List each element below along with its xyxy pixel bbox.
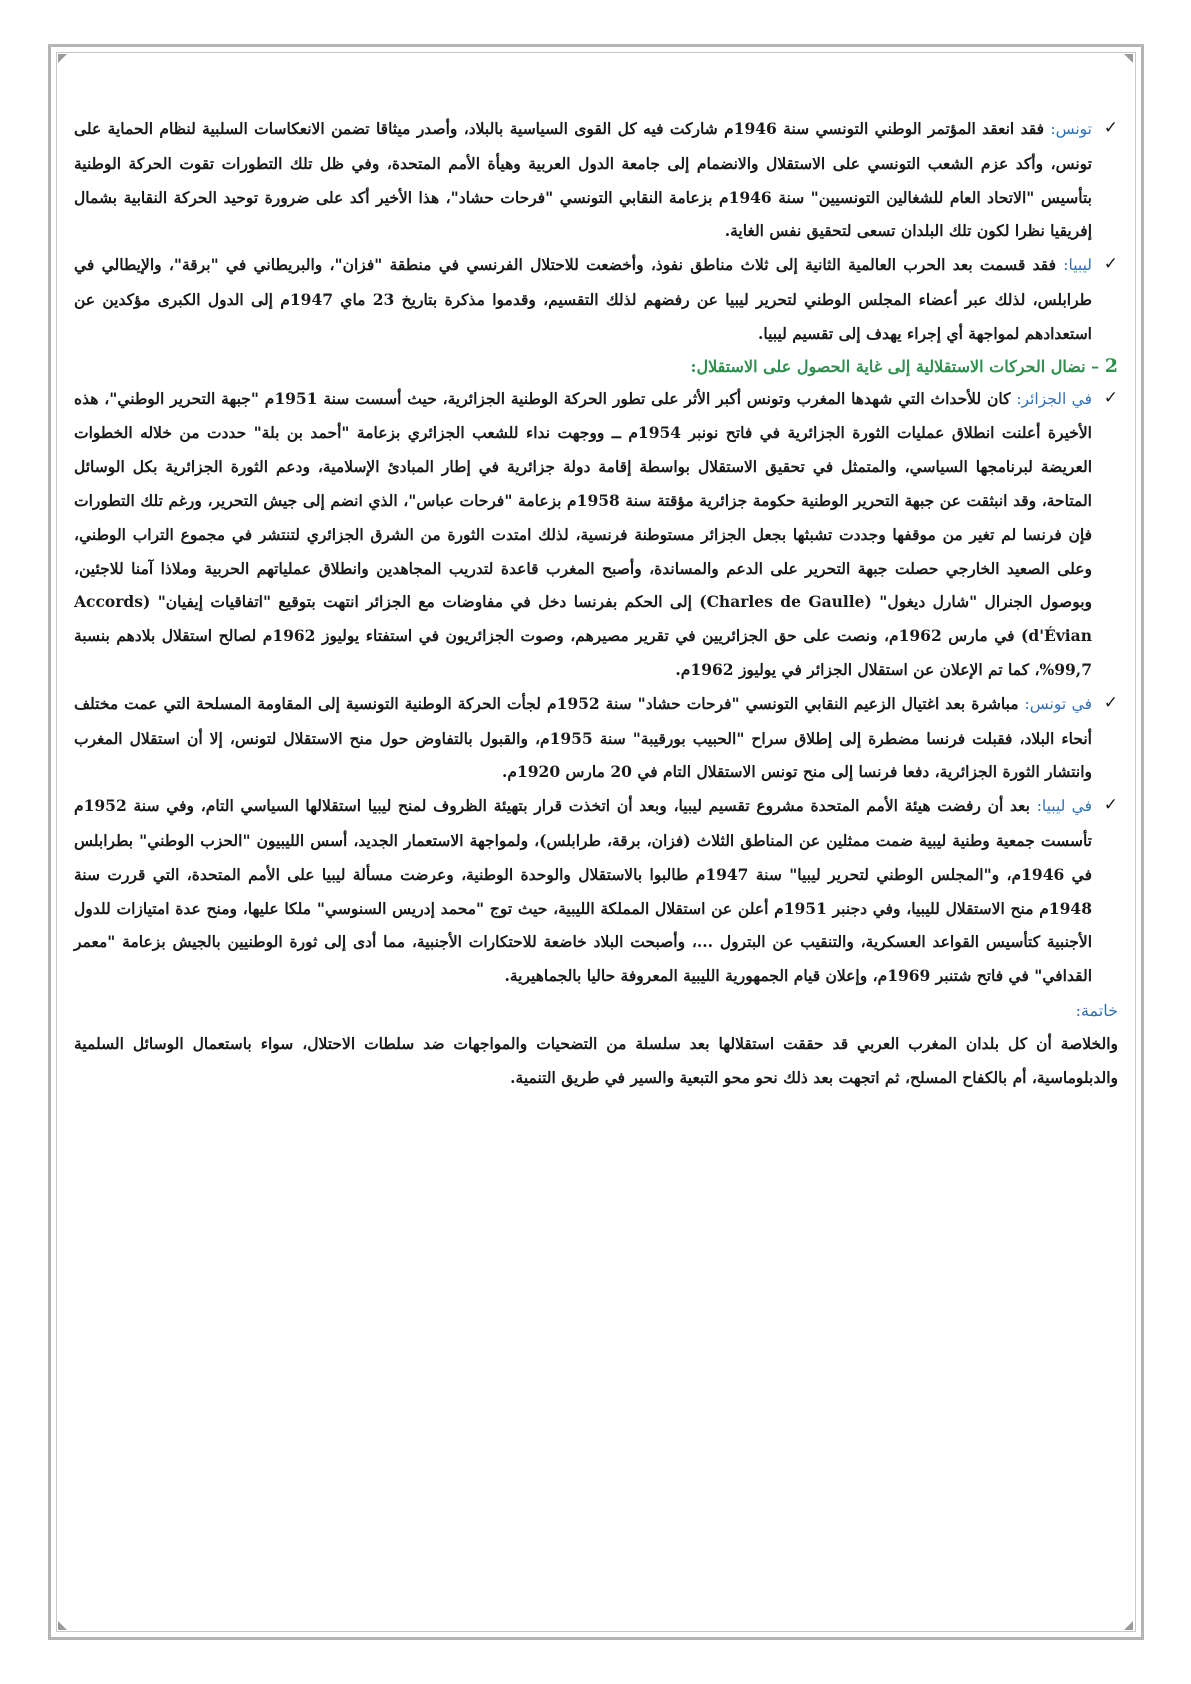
corner-ornament-bottom-left bbox=[58, 1621, 67, 1630]
item-text: مباشرة بعد اغتيال الزعيم النقابي التونسي "فرحات حشاد" سنة 1952م لجأت الحركة الوطنية التونسية إلى المقاومة المسلحة التي عمت مختلف أنحاء البلاد، فقبلت فرنسا مضطرة إلى إطلاق سراح "الحبيب بورقيبة" سنة 1955م، والقبول بالتفاوض حول منح الاستقلال لتونس، إلا أن استقلال المغرب وانتشار الثورة الجزائرية، دفعا فرنسا إلى منح تونس الاستقلال التام في 20 مارس 1920م. bbox=[74, 693, 1092, 782]
item-text: بعد أن رفضت هيئة الأمم المتحدة مشروع تقسيم ليبيا، وبعد أن اتخذت قرار بتهيئة الظروف لمنح ليبيا استقلالها السياسي التام، وفي سنة 1952م تأسست جمعية وطنية ليبية ضمت ممثلين عن المناطق الثلاث (فزان، برقة، طرابلس)، ولمواجهة الاستعمار الجديد، أسس الليبيون "الحزب الوطني" بطرابلس في 1946م، و"المجلس الوطني لتحرير ليبيا" سنة 1947م طالبوا بالاستقلال والوحدة الوطنية، وعرضت مسألة ليبيا على الأمم المتحدة، التي قررت سنة 1948م منح الاستقلال لليبيا، وفي دجنبر 1951م أعلن عن استقلال المملكة الليبية، حيث توج "محمد إدريس السنوسي" ملكا عليها، ومنح عدة امتيازات للدول الأجنبية كتأسيس القواعد العسكرية، والتنقيب عن البترول ...، وأصبحت البلاد خاضعة للاحتكارات الأجنبية، مما أدى إلى ثورة الوطنيين بالجيش بزعامة "معمر القدافي" في فاتح شتنبر 1969م، وإعلان قيام الجمهورية الليبية المعروفة حاليا بالجماهيرية. bbox=[74, 796, 1092, 986]
conclusion-title: خاتمة: bbox=[1075, 1000, 1118, 1020]
list-item-libya bbox=[74, 248, 1118, 350]
list-item-libya-independence bbox=[74, 789, 1118, 993]
section-title: – نضال الحركات الاستقلالية إلى غاية الحصول على الاستقلال: bbox=[690, 356, 1100, 376]
corner-ornament-top-right bbox=[1124, 54, 1133, 63]
item-country: في تونس: bbox=[1024, 694, 1092, 713]
corner-ornament-bottom-right bbox=[1124, 1621, 1133, 1630]
item-text: فقد قسمت بعد الحرب العالمية الثانية إلى ثلاث مناطق نفوذ، وأخضعت للاحتلال الفرنسي في منطقة "فزان"، والبريطاني في "برقة"، والإيطالي في طرابلس، لذلك عبر أعضاء المجلس الوطني لتحرير ليبيا عن رفضهم لذلك التقسيم، وقدموا مذكرة بتاريخ 23 ماي 1947م إلى الدول الكبرى مؤكدين عن استعدادهم لمواجهة أي إجراء يهدف إلى تقسيم ليبيا. bbox=[74, 255, 1092, 343]
section-heading bbox=[74, 351, 1118, 382]
list-item-tunisia-independence bbox=[74, 687, 1118, 789]
checkmark-icon: ✓ bbox=[1103, 692, 1118, 713]
checkmark-icon: ✓ bbox=[1103, 254, 1118, 275]
item-country: تونس: bbox=[1050, 120, 1092, 138]
item-text: كان للأحداث التي شهدها المغرب وتونس أكبر الأثر على تطور الحركة الوطنية الجزائرية، حيث أسست سنة 1951م "جبهة التحرير الوطني"، هذه الأخيرة أعلنت انطلاق عمليات الثورة الجزائرية في فاتح نونبر 1954م ــ ووجهت نداء للشعب الجزائري بزعامة "أحمد بن بلة" حددت من خلاله الخطوات العريضة لبرنامجها السياسي، والمتمثل في تحقيق الاستقلال بواسطة إقامة دولة جزائرية في إطار المبادئ الإسلامية، ودعم الثورة الجزائرية بكل الوسائل المتاحة، وقد انبثقت عن جبهة التحرير الوطنية حكومة جزائرية مؤقتة سنة 1958م بزعامة "فرحات عباس"، الذي انضم إلى جيش التحرير، ورغم تلك التطورات فإن فرنسا لم تغير من موقفها وجددت تشبثها بجعل الجزائر مستوطنة فرنسية، لذلك امتدت الثورة من الشرق الجزائري لتنتشر في مجموع التراب الوطني، وعلى الصعيد الخارجي حصلت جبهة التحرير على الدعم والمساندة، وأصبح المغرب قاعدة لتدريب المجاهدين وانطلاق عملياتهم الحربية وملاذا آمنا للاجئين، وبوصول الجنرال "شارل ديغول" (Charles de Gaulle) إلى الحكم بفرنسا دخل في مفاوضات مع الجزائر انتهت بتوقيع "اتفاقيات إيفيان" (Accords d'Évian) في مارس 1962م، ونصت على حق الجزائريين في تقرير مصيرهم، وصوت الجزائريون في استفتاء يوليوز 1962م لصالح استقلال بلادهم بنسبة 99,7%، كما تم الإعلان عن استقلال الجزائر في يوليوز 1962م. bbox=[74, 388, 1092, 679]
item-country: ليبيا: bbox=[1063, 256, 1092, 275]
checkmark-icon: ✓ bbox=[1103, 118, 1118, 138]
item-country: في الجزائر: bbox=[1016, 389, 1092, 408]
item-text: فقد انعقد المؤتمر الوطني التونسي سنة 1946م شاركت فيه كل القوى السياسية بالبلاد، وأصدر ميثاقا تضمن الانعكاسات السلبية لنظام الحماية على تونس، وأكد عزم الشعب التونسي على الاستقلال والانضمام إلى جامعة الدول العربية وهيأة الأمم المتحدة، وفي ظل تلك التطورات تقوت الحركة الوطنية بتأسيس "الاتحاد العام للشغالين التونسيين" سنة 1946م بزعامة النقابي التونسي "فرحات حشاد"، هذا الأخير أكد على ضرورة توحيد الحركة النقابية بشمال إفريقيا نظرا لكون تلك البلدان تسعى لتحقيق نفس الغاية. bbox=[74, 119, 1092, 241]
document-body bbox=[74, 112, 1118, 1095]
list-item-algeria bbox=[74, 382, 1118, 687]
corner-ornament-top-left bbox=[58, 54, 67, 63]
checkmark-icon: ✓ bbox=[1103, 387, 1118, 408]
conclusion-text: والخلاصة أن كل بلدان المغرب العربي قد حققت استقلالها بعد سلسلة من التضحيات والمواجهات ضد سلطات الاحتلال، سواء باستعمال الوسائل السلمية والدبلوماسية، أم بالكفاح المسلح، ثم اتجهت بعد ذلك نحو محو التبعية والسير في طريق التنمية. bbox=[74, 1033, 1118, 1087]
item-country: في ليبيا: bbox=[1036, 797, 1092, 816]
checkmark-icon: ✓ bbox=[1103, 795, 1118, 816]
section-number: 2 bbox=[1104, 354, 1118, 377]
list-item-tunisia bbox=[74, 112, 1118, 248]
